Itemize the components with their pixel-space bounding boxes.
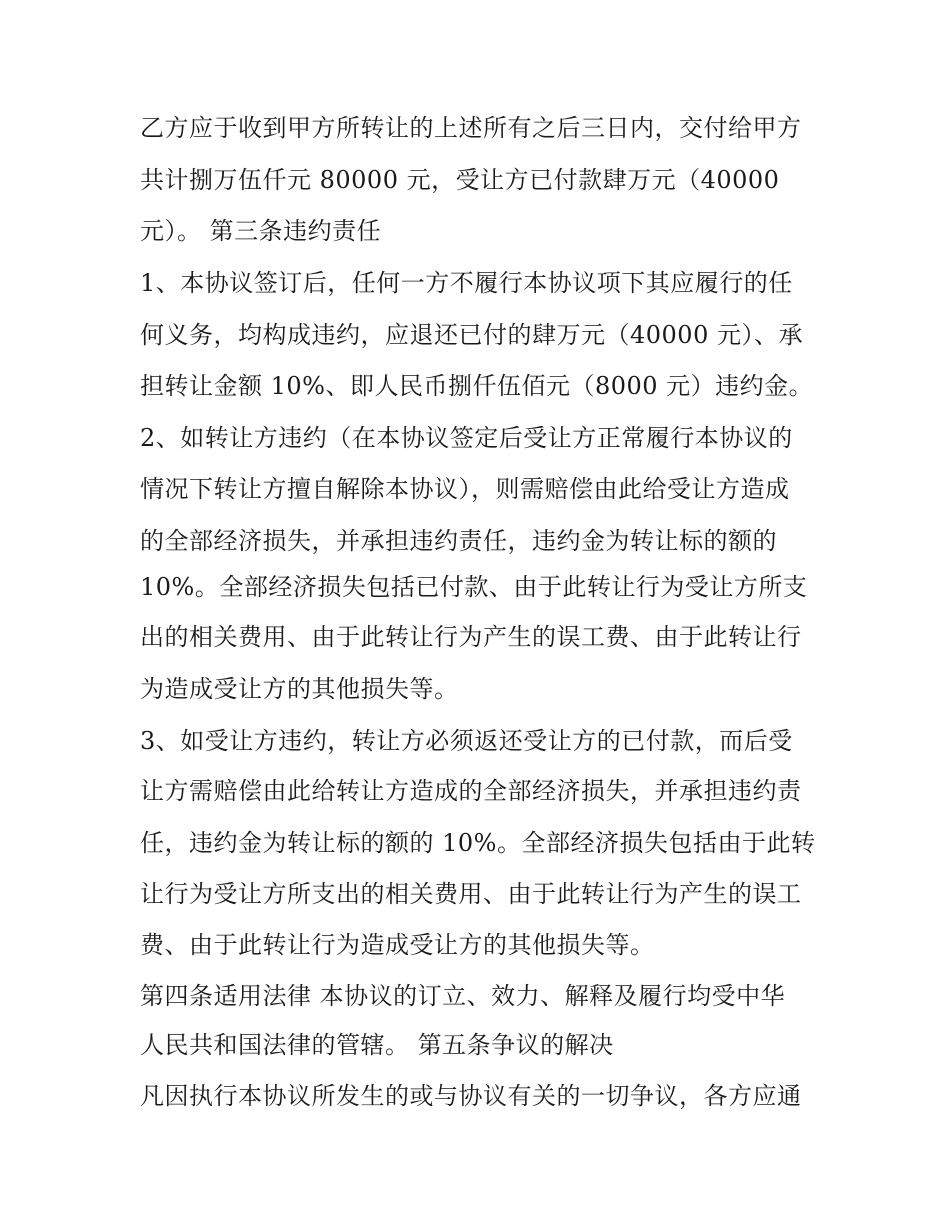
text-line: 1、本协议签订后，任何一方不履行本协议项下其应履行的任 [140,269,793,297]
text-line: 何义务，均构成违约，应退还已付的肆万元（40000 元）、承 [140,321,803,349]
text-line: 第四条适用法律 本协议的订立、效力、解释及履行均受中华 [140,982,786,1010]
text-line: 共计捌万伍仟元 80000 元，受让方已付款肆万元（40000 [140,166,780,194]
text-line: 出的相关费用、由于此转让行为产生的误工费、由于此转让行 [140,623,802,651]
text-line: 3、如受让方违约，转让方必须返还受让方的已付款，而后受 [140,727,793,755]
text-line: 任，违约金为转让标的额的 10%。全部经济损失包括由于此转 [140,829,816,857]
text-line: 费、由于此转让行为造成受让方的其他损失等。 [140,931,655,959]
text-line: 担转让金额 10%、即人民币捌仟伍佰元（8000 元）违约金。 [140,372,814,400]
text-line: 让方需赔偿由此给转让方造成的全部经济损失，并承担违约责 [140,777,802,805]
text-line: 2、如转让方违约（在本协议签定后受让方正常履行本协议的 [140,424,793,452]
text-line: 人民共和国法律的管辖。 第五条争议的解决 [140,1031,614,1059]
text-line: 情况下转让方擅自解除本协议），则需赔偿由此给受让方造成 [140,475,790,503]
text-line: 元）。 第三条违约责任 [140,217,382,245]
text-line: 乙方应于收到甲方所转让的上述所有之后三日内，交付给甲方 [140,114,802,142]
text-line: 为造成受让方的其他损失等。 [140,675,459,703]
text-line: 的全部经济损失，并承担违约责任，违约金为转让标的额的 [140,527,777,555]
text-line: 让行为受让方所支出的相关费用、由于此转让行为产生的误工 [140,880,802,908]
text-line: 10%。全部经济损失包括已付款、由于此转让行为受让方所支 [140,573,808,601]
text-line: 凡因执行本协议所发生的或与协议有关的一切争议，各方应通 [140,1082,802,1110]
